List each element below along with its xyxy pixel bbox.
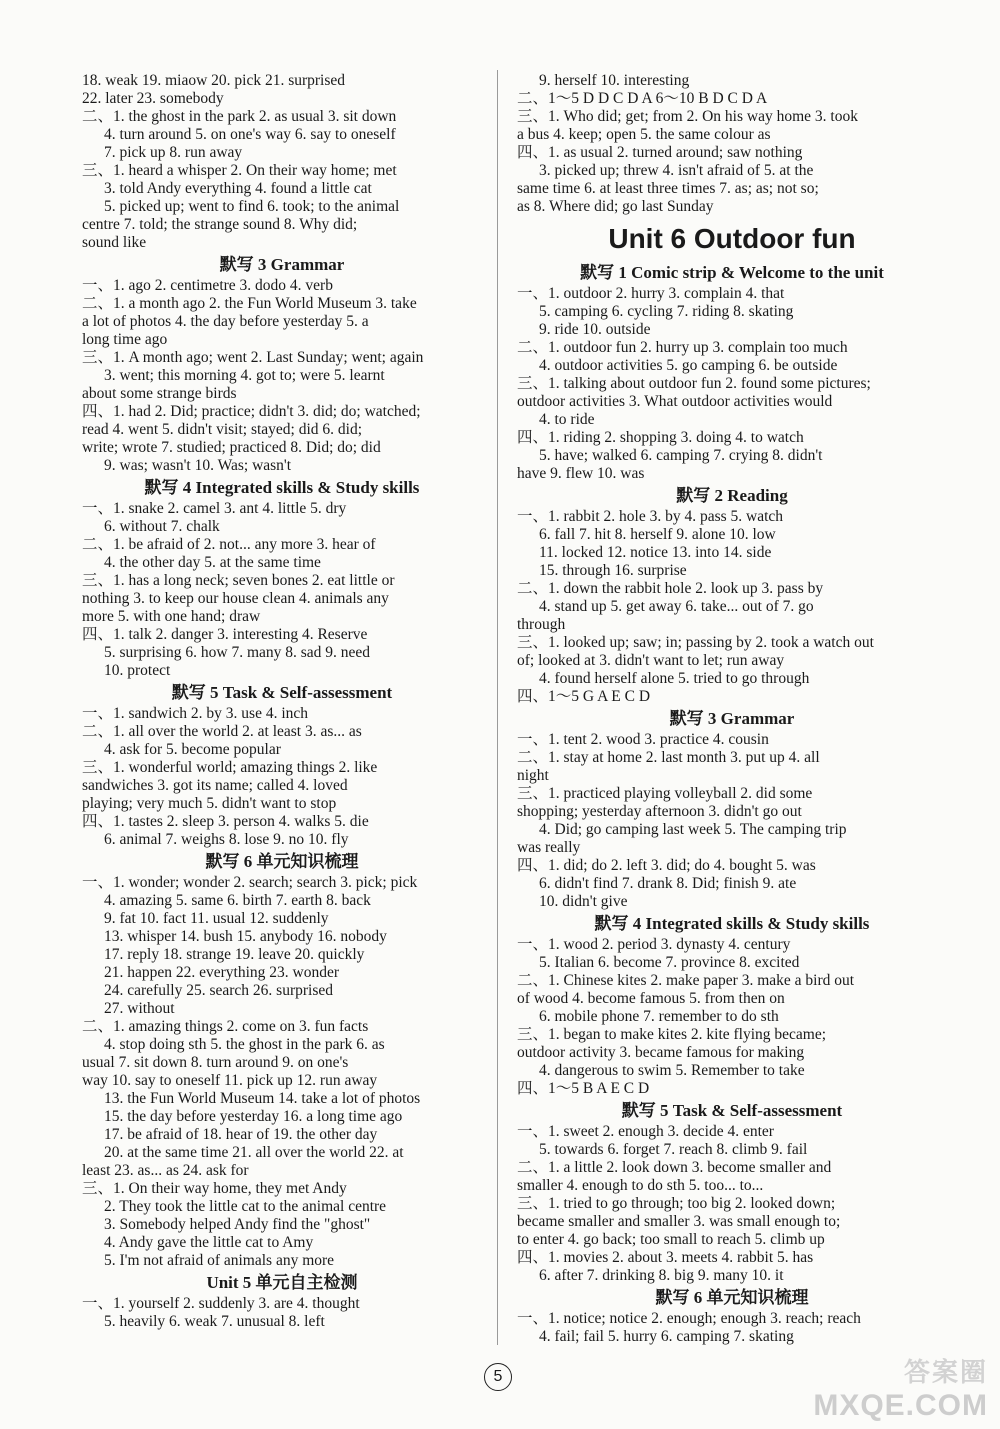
answer-line: 24. carefully 25. search 26. surprised [104,982,333,999]
answer-line: 2. They took the little cat to the animal centre [104,1198,387,1215]
answer-line: 四、1～5 G A E C D [517,688,651,705]
answer-line: 二、1. outdoor fun 2. hurry up 3. complain too much [517,339,848,356]
answer-line: 一、1. notice; notice 2. enough; enough 3. reach; reach [517,1310,861,1327]
section-heading: Unit 5 单元自主检测 [206,1273,358,1292]
answer-line: shopping; yesterday afternoon 3. didn't go out [517,803,802,820]
section-heading: 默写 5 Task & Self-assessment [621,1101,843,1120]
answer-line: 4. the other day 5. at the same time [104,554,321,571]
unit-title: Unit 6 Outdoor fun [608,223,856,254]
answer-line: about some strange birds [82,385,237,402]
answer-line: 5. have; walked 6. camping 7. crying 8. didn't [539,447,823,464]
answer-line: as 8. Where did; go last Sunday [517,198,714,215]
answer-line: 15. through 16. surprise [539,562,687,579]
section-heading: 默写 2 Reading [676,486,788,505]
answer-line: 4. Andy gave the little cat to Amy [104,1234,314,1251]
answer-line: 5. surprising 6. how 7. many 8. sad 9. need [104,644,371,661]
answer-line: 三、1. tried to go through; too big 2. looked down; [517,1195,836,1212]
answer-line: 13. the Fun World Museum 14. take a lot of photos [104,1090,421,1107]
answer-line: 9. herself 10. interesting [539,72,690,89]
answer-line: 5. camping 6. cycling 7. riding 8. skating [539,303,794,320]
section-heading: 默写 4 Integrated skills & Study skills [594,914,870,933]
answer-line: 21. happen 22. everything 23. wonder [104,964,340,981]
answer-line: 27. without [104,1000,175,1017]
answer-line: 二、1. down the rabbit hole 2. look up 3. pass by [517,580,824,597]
answer-line: 二、1. a month ago 2. the Fun World Museum 3. take [82,295,417,312]
answer-line: 5. Italian 6. become 7. province 8. excited [539,954,800,971]
answer-line: 二、1. a little 2. look down 3. become smaller and [517,1159,832,1176]
answer-line: 9. ride 10. outside [539,321,651,338]
answer-line: 11. locked 12. notice 13. into 14. side [539,544,772,561]
answer-line: of wood 4. become famous 5. from then on [517,990,785,1007]
answer-line: outdoor activity 3. became famous for making [517,1044,805,1061]
answer-line: 4. stop doing sth 5. the ghost in the park 6. as [104,1036,385,1053]
answer-line: 四、1. had 2. Did; practice; didn't 3. did; do; watched; [82,403,421,420]
column-divider [497,70,498,1345]
answer-line: 22. later 23. somebody [82,90,224,107]
answer-line: 三、1. A month ago; went 2. Last Sunday; went; again [82,349,424,366]
answer-line: 四、1. did; do 2. left 3. did; do 4. bought 5. was [517,857,816,874]
answer-line: 9. was; wasn't 10. Was; wasn't [104,457,292,474]
answer-line: 一、1. wonder; wonder 2. search; search 3. pick; pick [82,874,418,891]
answer-line: read 4. went 5. didn't visit; stayed; did 6. did; [82,421,363,438]
answer-line: night [517,767,549,784]
answer-line: nothing 3. to keep our house clean 4. animals any [82,590,389,607]
answer-line: way 10. say to oneself 11. pick up 12. run away [82,1072,378,1089]
answer-line: 三、1. talking about outdoor fun 2. found some pictures; [517,375,871,392]
answer-line: 4. amazing 5. same 6. birth 7. earth 8. back [104,892,371,909]
answer-line: 6. fall 7. hit 8. herself 9. alone 10. low [539,526,776,543]
answer-line: 四、1～5 B A E C D [517,1080,650,1097]
answer-line: 10. protect [104,662,171,679]
answer-line: 三、1. wonderful world; amazing things 2. like [82,759,378,776]
answer-line: sandwiches 3. got its name; called 4. loved [82,777,348,794]
page-number: 5 [484,1363,512,1391]
answer-line: a bus 4. keep; open 5. the same colour as [517,126,771,143]
answer-line: 9. fat 10. fact 11. usual 12. suddenly [104,910,329,927]
answer-line: have 9. flew 10. was [517,465,645,482]
answer-line: 6. after 7. drinking 8. big 9. many 10. it [539,1267,784,1284]
answer-line: 3. told Andy everything 4. found a little cat [104,180,372,197]
answer-line: 一、1. snake 2. camel 3. ant 4. little 5. dry [82,500,347,517]
answer-line: outdoor activities 3. What outdoor activities would [517,393,833,410]
answer-line: write; wrote 7. studied; practiced 8. Did; do; did [82,439,381,456]
answer-line: 4. turn around 5. on one's way 6. say to oneself [104,126,396,143]
answer-line: 三、1. heard a whisper 2. On their way home; met [82,162,397,179]
answer-line: 17. reply 18. strange 19. leave 20. quickly [104,946,365,963]
answer-line: 4. found herself alone 5. tried to go through [539,670,810,687]
answer-line: 13. whisper 14. bush 15. anybody 16. nobody [104,928,387,945]
answer-line: 三、1. looked up; saw; in; passing by 2. took a watch out [517,634,874,651]
answer-line: more 5. with one hand; draw [82,608,261,625]
answer-line: 二、1. be afraid of 2. not... any more 3. hear of [82,536,376,553]
answer-line: 四、1. tastes 2. sleep 3. person 4. walks 5. die [82,813,369,830]
answer-line: 三、1. Who did; get; from 2. On his way home 3. took [517,108,858,125]
answer-line: through [517,616,566,633]
answer-line: 18. weak 19. miaow 20. pick 21. surprised [82,72,346,89]
answer-line: 6. didn't find 7. drank 8. Did; finish 9. ate [539,875,797,892]
answer-line: 二、1. the ghost in the park 2. as usual 3. sit down [82,108,397,125]
answer-line: 4. outdoor activities 5. go camping 6. be outside [539,357,838,374]
answer-line: 二、1. stay at home 2. last month 3. put up 4. all [517,749,820,766]
answer-line: 3. picked up; threw 4. isn't afraid of 5. at the [539,162,814,179]
answer-line: 一、1. tent 2. wood 3. practice 4. cousin [517,731,769,748]
answer-line: 4. dangerous to swim 5. Remember to take [539,1062,805,1079]
answer-line: 一、1. ago 2. centimetre 3. dodo 4. verb [82,277,333,294]
answer-line: 17. be afraid of 18. hear of 19. the other day [104,1126,378,1143]
watermark [813,1352,988,1423]
answer-line: 二、1. Chinese kites 2. make paper 3. make a bird out [517,972,855,989]
answer-line: a lot of photos 4. the day before yesterday 5. a [82,313,369,330]
answer-line: 二、1～5 D D C D A 6～10 B D C D A [517,90,768,107]
answer-line: 3. went; this morning 4. got to; were 5. learnt [104,367,385,384]
answer-line: 5. heavily 6. weak 7. unusual 8. left [104,1313,325,1330]
answer-line: 一、1. outdoor 2. hurry 3. complain 4. that [517,285,785,302]
section-heading: 默写 1 Comic strip & Welcome to the unit [580,263,884,282]
answer-line: 四、1. as usual 2. turned around; saw nothing [517,144,803,161]
answer-line: 6. animal 7. weighs 8. lose 9. no 10. fly [104,831,349,848]
answer-line: was really [517,839,581,856]
answer-line: 一、1. sweet 2. enough 3. decide 4. enter [517,1123,774,1140]
answer-line: 一、1. yourself 2. suddenly 3. are 4. thought [82,1295,360,1312]
answer-line: least 23. as... as 24. ask for [82,1162,249,1179]
answer-line: 10. didn't give [539,893,628,910]
answer-line: 5. towards 6. forget 7. reach 8. climb 9. fail [539,1141,808,1158]
answer-line: 三、1. has a long neck; seven bones 2. eat little or [82,572,395,589]
answer-line: centre 7. told; the strange sound 8. Why did; [82,216,358,233]
watermark-url: MXQE.COM [813,1389,988,1422]
answer-line: long time ago [82,331,168,348]
answer-line: same time 6. at least three times 7. as; as; not so; [517,180,819,197]
answer-line: 三、1. On their way home, they met Andy [82,1180,347,1197]
watermark-logo: 答案圈 [903,1358,988,1388]
answer-line: 一、1. rabbit 2. hole 3. by 4. pass 5. watch [517,508,784,525]
answer-line: 四、1. movies 2. about 3. meets 4. rabbit 5. has [517,1249,814,1266]
section-heading: 默写 3 Grammar [219,255,345,274]
answer-line: 一、1. wood 2. period 3. dynasty 4. century [517,936,791,953]
section-heading: 默写 6 单元知识梳理 [205,852,359,871]
answer-line: 4. stand up 5. get away 6. take... out of 7. go [539,598,814,615]
answer-line: to enter 4. go back; too small to reach 5. climb up [517,1231,825,1248]
answer-line: 三、1. began to make kites 2. kite flying became; [517,1026,827,1043]
answer-line: 四、1. riding 2. shopping 3. doing 4. to watch [517,429,804,446]
answer-line: 四、1. talk 2. danger 3. interesting 4. Reserve [82,626,368,643]
right-answer-column [517,72,947,1346]
answer-line: 3. Somebody helped Andy find the "ghost" [104,1216,371,1233]
answer-line: 二、1. all over the world 2. at least 3. as... as [82,723,362,740]
answer-line: 4. fail; fail 5. hurry 6. camping 7. skating [539,1328,794,1345]
answer-line: 6. without 7. chalk [104,518,220,535]
answer-line: of; looked at 3. didn't want to let; run away [517,652,785,669]
answer-line: 一、1. sandwich 2. by 3. use 4. inch [82,705,309,722]
answer-line: 二、1. amazing things 2. come on 3. fun facts [82,1018,369,1035]
answer-line: 15. the day before yesterday 16. a long time ago [104,1108,403,1125]
answer-line: 4. Did; go camping last week 5. The camping trip [539,821,847,838]
answer-line: 5. I'm not afraid of animals any more [104,1252,335,1269]
section-heading: 默写 4 Integrated skills & Study skills [144,478,420,497]
answer-line: 4. to ride [539,411,595,428]
answer-line: 6. mobile phone 7. remember to do sth [539,1008,779,1025]
answer-line: 4. ask for 5. become popular [104,741,281,758]
answer-line: playing; very much 5. didn't want to stop [82,795,337,812]
answer-line: sound like [82,234,147,251]
answer-line: 20. at the same time 21. all over the world 22. at [104,1144,404,1161]
answer-line: 5. picked up; went to find 6. took; to the animal [104,198,400,215]
answer-line: smaller 4. enough to do sth 5. too... to... [517,1177,764,1194]
left-answer-column [82,72,482,1331]
section-heading: 默写 5 Task & Self-assessment [171,683,393,702]
answer-line: 三、1. practiced playing volleyball 2. did some [517,785,813,802]
answer-line: usual 7. sit down 8. turn around 9. on one's [82,1054,349,1071]
answer-line: 7. pick up 8. run away [104,144,243,161]
section-heading: 默写 3 Grammar [669,709,795,728]
answer-line: became smaller and smaller 3. was small enough to; [517,1213,841,1230]
section-heading: 默写 6 单元知识梳理 [655,1288,809,1307]
